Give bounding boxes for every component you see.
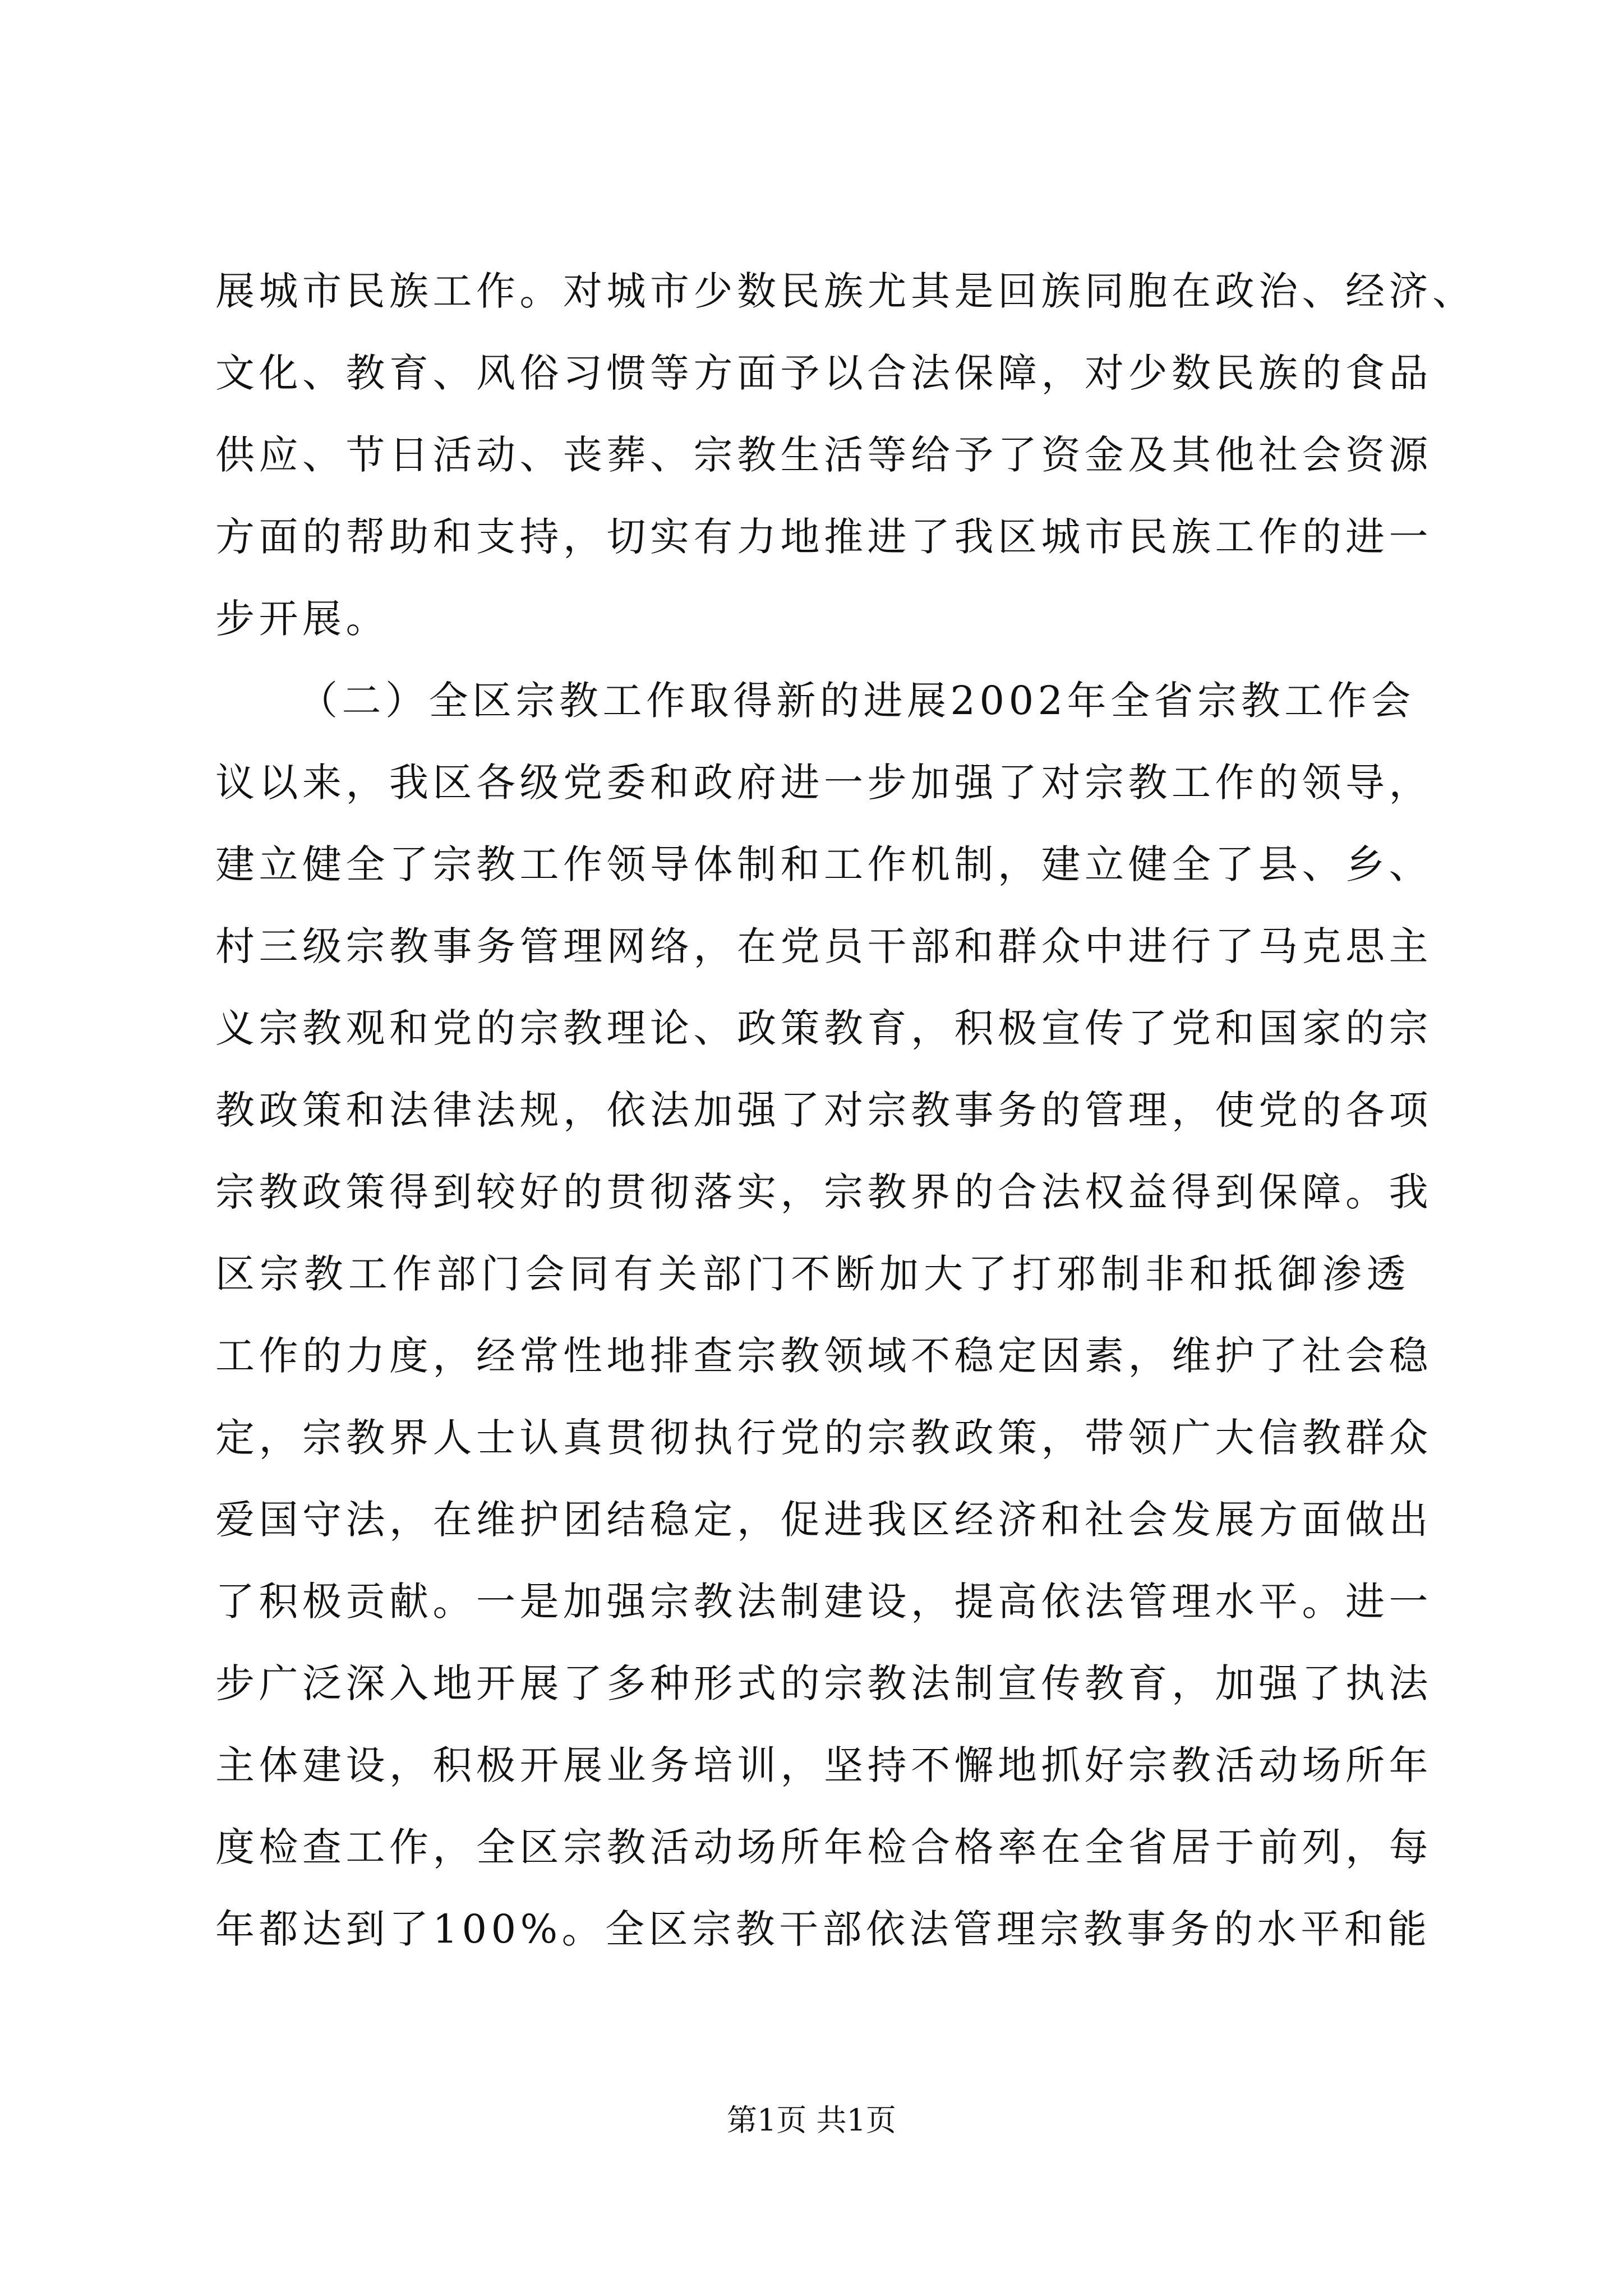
paragraph-line: 步开展。 (215, 596, 389, 642)
paragraph-line: 方面的帮助和支持，切实有力地推进了我区城市民族工作的进一 (215, 514, 1432, 560)
paragraph-line: 定，宗教界人士认真贯彻执行党的宗教政策，带领广大信教群众 (215, 1415, 1432, 1461)
paragraph-line: 建立健全了宗教工作领导体制和工作机制，建立健全了县、乡、 (215, 841, 1432, 887)
paragraph-line: 议以来，我区各级党委和政府进一步加强了对宗教工作的领导， (215, 760, 1432, 806)
page-footer: 第1页 共1页 (727, 2102, 896, 2138)
paragraph-line: 区宗教工作部门会同有关部门不断加大了打邪制非和抵御渗透 (215, 1251, 1410, 1297)
paragraph-line: 宗教政策得到较好的贯彻落实，宗教界的合法权益得到保障。我 (215, 1169, 1432, 1215)
paragraph-line: （二）全区宗教工作取得新的进展2002年全省宗教工作会 (298, 678, 1415, 724)
paragraph-line: 步广泛深入地开展了多种形式的宗教法制宣传教育，加强了执法 (215, 1660, 1432, 1706)
document-body (215, 250, 1476, 1970)
paragraph-line: 度检查工作，全区宗教活动场所年检合格率在全省居于前列，每 (215, 1824, 1432, 1870)
paragraph-line: 教政策和法律法规，依法加强了对宗教事务的管理，使党的各项 (215, 1087, 1432, 1133)
paragraph-line: 文化、教育、风俗习惯等方面予以合法保障，对少数民族的食品 (215, 350, 1432, 396)
paragraph-line: 村三级宗教事务管理网络，在党员干部和群众中进行了马克思主 (215, 923, 1432, 969)
paragraph-line: 工作的力度，经常性地排查宗教领域不稳定因素，维护了社会稳 (215, 1333, 1432, 1379)
paragraph-line: 展城市民族工作。对城市少数民族尤其是回族同胞在政治、经济、 (215, 268, 1476, 314)
paragraph-line: 爱国守法，在维护团结稳定，促进我区经济和社会发展方面做出 (215, 1497, 1432, 1543)
paragraph-line: 年都达到了100%。全区宗教干部依法管理宗教事务的水平和能 (215, 1906, 1431, 1952)
paragraph-line: 了积极贡献。一是加强宗教法制建设，提高依法管理水平。进一 (215, 1579, 1432, 1625)
paragraph-line: 主体建设，积极开展业务培训，坚持不懈地抓好宗教活动场所年 (215, 1742, 1432, 1788)
paragraph-line: 义宗教观和党的宗教理论、政策教育，积极宣传了党和国家的宗 (215, 1005, 1432, 1051)
paragraph-line: 供应、节日活动、丧葬、宗教生活等给予了资金及其他社会资源 (215, 432, 1432, 478)
